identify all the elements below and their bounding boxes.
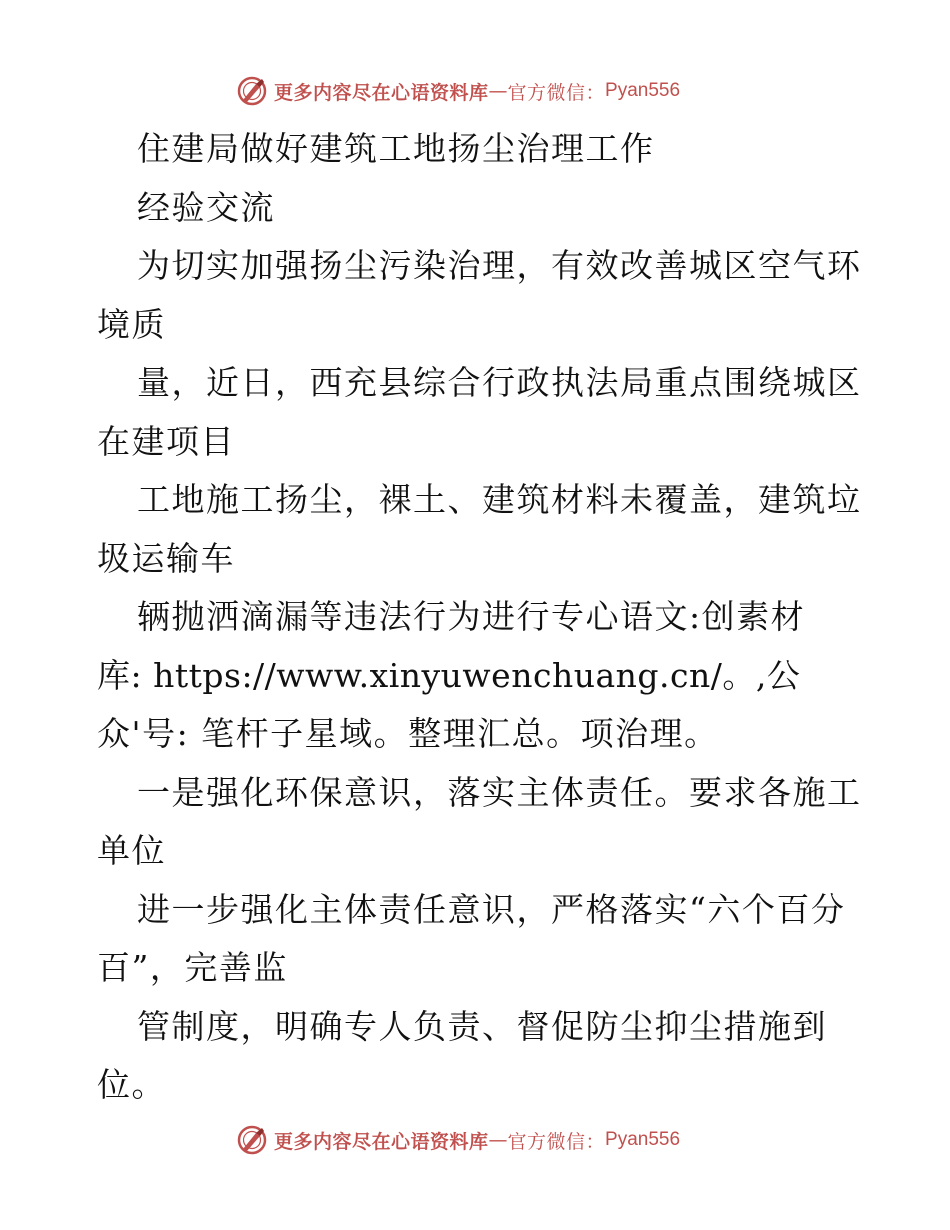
body-text-line: 圾运输车 [97,538,235,578]
body-text-line: 库: https://www.xinyuwenchuang.cn/。,公 [97,655,801,695]
pen-logo-icon [236,1124,268,1156]
body-text-line: 境质 [97,304,166,344]
watermark-main-text: 更多内容尽在心语资料库 [274,81,489,104]
watermark-dash: — [488,1129,508,1151]
body-text-line: 位。 [97,1065,166,1104]
watermark-account-label: 官方微信： [507,81,606,104]
body-text-line: 百”，完善监 [97,948,288,987]
body-text-line: 经验交流 [137,187,275,227]
watermark-dash: — [488,80,508,102]
body-text-line: 辆抛洒滴漏等违法行为进行专心语文:创素材 [137,597,806,636]
watermark-account-id: Pyan556 [605,1129,681,1150]
body-text-line: 一是强化环保意识，落实主体责任。要求各施工 [137,772,862,812]
body-text-line: 量，近日，西充县综合行政执法局重点围绕城区 [137,363,862,402]
watermark-main-text: 更多内容尽在心语资料库 [274,1130,489,1153]
pen-logo-icon [236,75,268,107]
body-text-line: 管制度，明确专人负责、督促防尘抑尘措施到 [137,1006,827,1046]
document-body [97,120,867,1115]
watermark-account-label: 官方微信： [507,1130,606,1153]
body-text-line: 住建局做好建筑工地扬尘治理工作 [137,129,655,168]
body-text-line: 在建项目 [97,421,235,461]
body-text-line: 单位 [97,831,166,870]
body-text-line: 进一步强化主体责任意识，严格落实“六个百分 [137,889,846,929]
footer-watermark [236,1122,680,1158]
watermark-account-id: Pyan556 [605,80,681,101]
body-text-line: 众'号: 笔杆子星域。整理汇总。项治理。 [97,714,719,753]
body-text-line: 工地施工扬尘，裸土、建筑材料未覆盖，建筑垃 [137,480,862,519]
header-watermark [236,73,680,109]
body-text-line: 为切实加强扬尘污染治理，有效改善城区空气环 [137,246,862,285]
